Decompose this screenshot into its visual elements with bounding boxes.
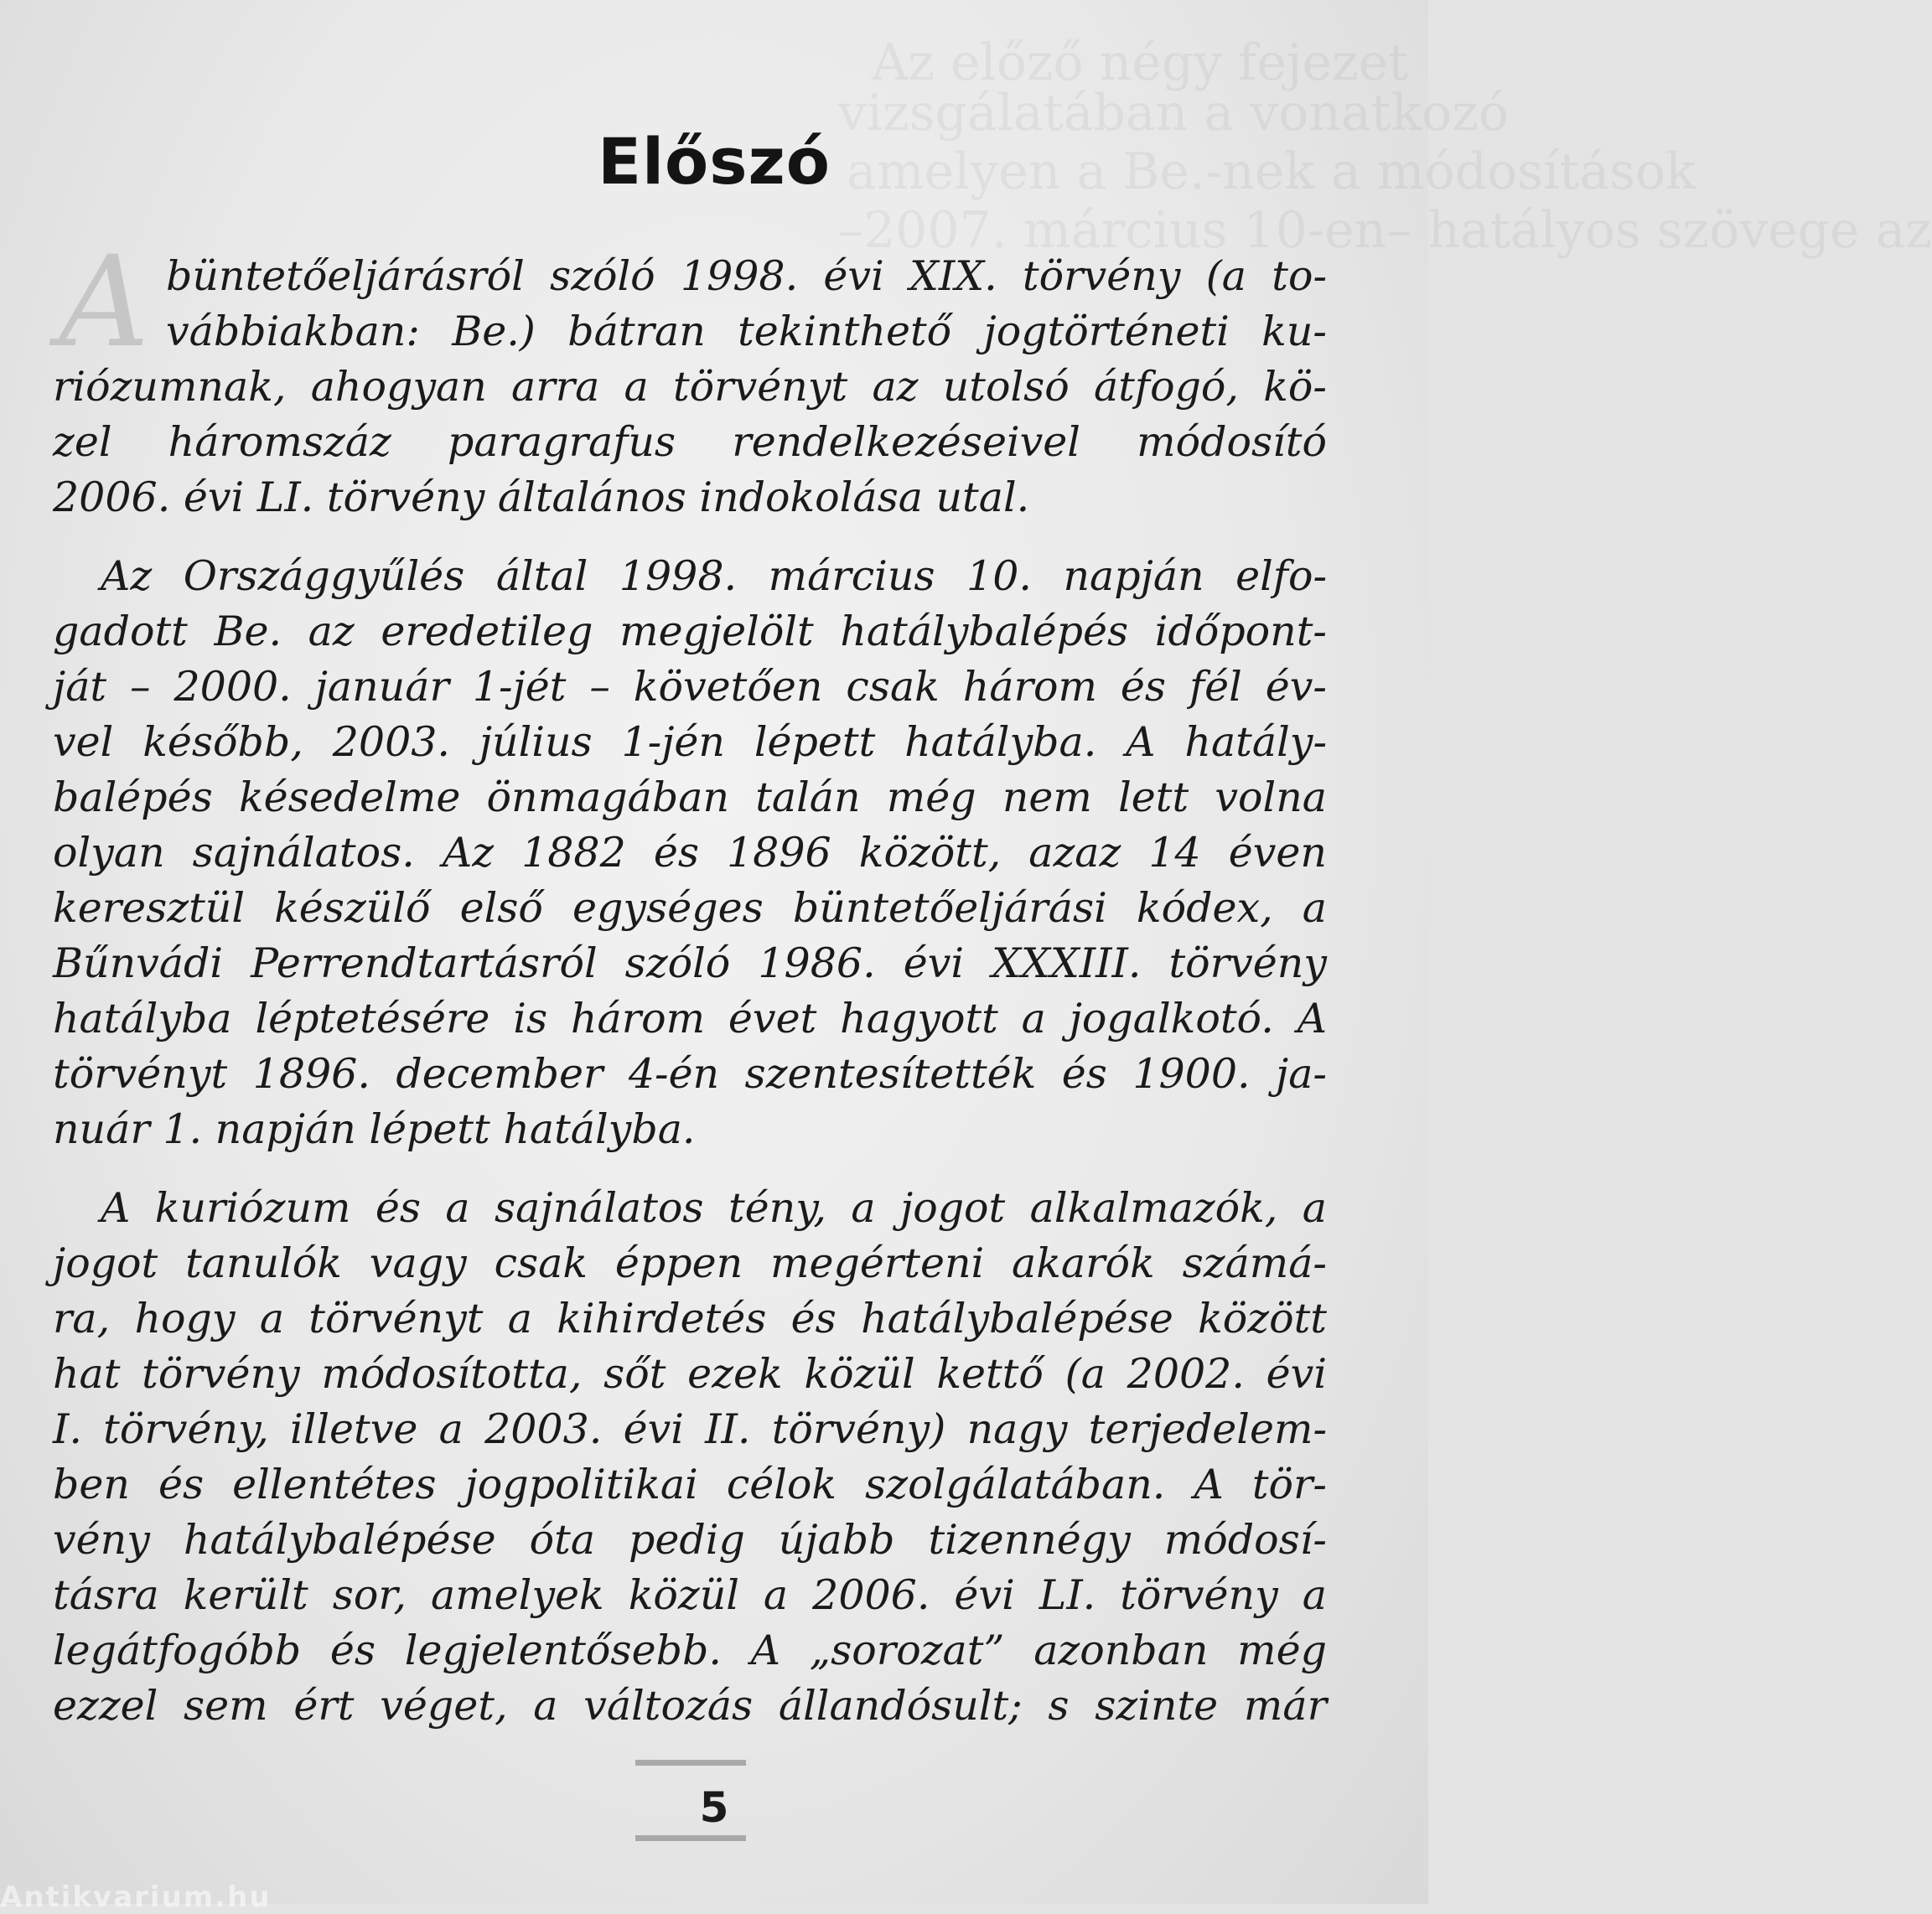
- watermark: Antikvarium.hu: [0, 1880, 272, 1914]
- text-line: I. törvény, illetve a 2003. évi II. törvény) nagy terjedelem-: [53, 1405, 1327, 1453]
- text-line: jogot tanulók vagy csak éppen megérteni akarók számá-: [53, 1239, 1327, 1287]
- text-line: legátfogóbb és legjelentősebb. A „sorozat” azonban még: [53, 1627, 1327, 1674]
- text-line: büntetőeljárásról szóló 1998. évi XIX. törvény (a to-: [166, 252, 1327, 300]
- text-line: ben és ellentétes jogpolitikai célok szolgálatában. A tör-: [53, 1461, 1327, 1508]
- text-line: gadott Be. az eredetileg megjelölt hatálybalépés időpont-: [53, 608, 1327, 655]
- page-number: 5: [699, 1783, 729, 1832]
- page-number-rule-bottom: [635, 1835, 746, 1841]
- text-line: ját – 2000. január 1-jét – követően csak három és fél év-: [53, 663, 1327, 711]
- drop-cap-letter: A: [59, 230, 150, 375]
- page-title: Előszó: [598, 124, 831, 199]
- text-line: hat törvény módosította, sőt ezek közül kettő (a 2002. évi: [53, 1350, 1327, 1398]
- text-line: ezzel sem ért véget, a változás állandósult; s szinte már: [53, 1682, 1327, 1730]
- text-line: tásra került sor, amelyek közül a 2006. évi LI. törvény a: [53, 1571, 1327, 1619]
- text-line: nuár 1. napján lépett hatályba.: [53, 1105, 696, 1153]
- text-line: keresztül készülő első egységes büntetőeljárási kódex, a: [53, 884, 1327, 932]
- text-line: Bűnvádi Perrendtartásról szóló 1986. évi XXXIII. törvény: [53, 939, 1327, 987]
- text-line: vel később, 2003. július 1-jén lépett hatályba. A hatály-: [53, 718, 1327, 766]
- text-line: törvényt 1896. december 4-én szentesítették és 1900. ja-: [53, 1050, 1327, 1098]
- page-number-rule-top: [635, 1760, 746, 1766]
- text-line: olyan sajnálatos. Az 1882 és 1896 között, azaz 14 éven: [53, 829, 1327, 877]
- text-line: ra, hogy a törvényt a kihirdetés és hatálybalépése között: [53, 1295, 1327, 1342]
- text-line: Az Országgyűlés által 1998. március 10. napján elfo-: [101, 552, 1327, 600]
- text-line: A kuriózum és a sajnálatos tény, a jogot alkalmazók, a: [101, 1184, 1327, 1232]
- text-line: zel háromszáz paragrafus rendelkezéseivel módosító: [53, 418, 1327, 466]
- text-line: balépés késedelme önmagában talán még nem lett volna: [53, 773, 1327, 821]
- text-line: 2006. évi LI. törvény általános indokolása utal.: [53, 473, 1030, 521]
- text-line: hatályba léptetésére is három évet hagyott a jogalkotó. A: [53, 995, 1327, 1042]
- text-line: vábbiakban: Be.) bátran tekinthető jogtörténeti ku-: [166, 308, 1327, 355]
- text-line: riózumnak, ahogyan arra a törvényt az utolsó átfogó, kö-: [53, 363, 1327, 411]
- text-line: vény hatálybalépése óta pedig újabb tizennégy módosí-: [53, 1516, 1327, 1564]
- bleed-through-text: Az előző négy fejezet vizsgálatában a vonatkozó amelyen a Be.-nek a módosítások –2007. március 10-en– hatályos szövege az: [838, 34, 1932, 260]
